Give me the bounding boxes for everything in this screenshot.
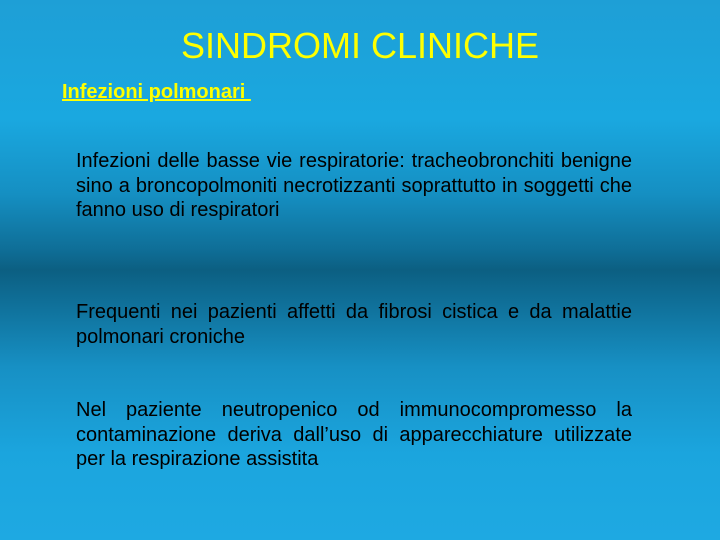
paragraph-neutropenic: Nel paziente neutropenico od immunocompromesso la contaminazione deriva dall’uso di apparecchiature utilizzate per la respirazione assistita bbox=[76, 399, 632, 470]
slide-title: SINDROMI CLINICHE bbox=[180, 25, 540, 66]
paragraph-lower-respiratory: Infezioni delle basse vie respiratorie: tracheobronchiti benigne sino a broncopolmoniti necrotizzanti soprattutto in soggetti che fanno uso di respiratori bbox=[76, 150, 632, 221]
paragraph-cystic-fibrosis: Frequenti nei pazienti affetti da fibrosi cistica e da malattie polmonari croniche bbox=[76, 301, 632, 348]
slide-subtitle: Infezioni polmonari bbox=[62, 81, 251, 103]
